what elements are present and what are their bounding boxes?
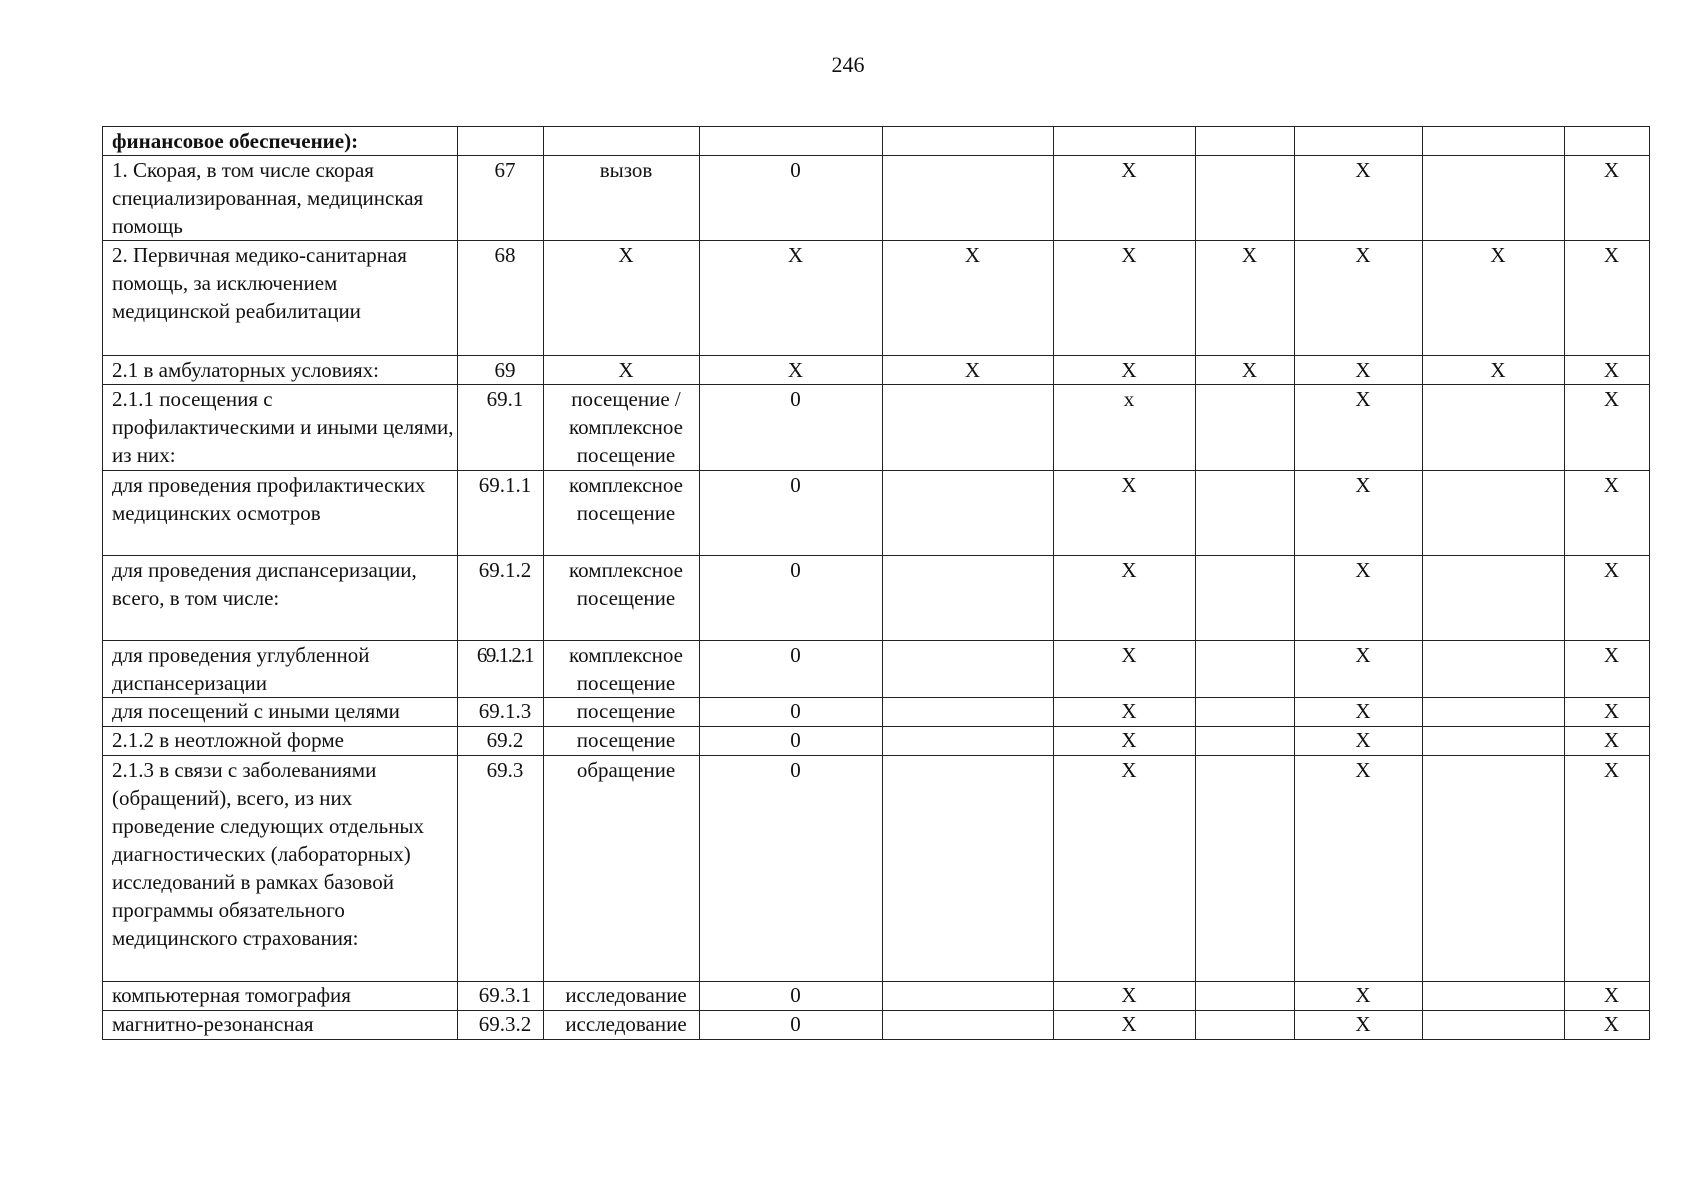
cell: 0	[700, 385, 883, 471]
cell: 0	[700, 727, 883, 756]
cell: X	[1295, 698, 1423, 727]
cell	[1423, 127, 1565, 156]
cell: X	[1054, 241, 1196, 356]
row-code: 69.1.1	[458, 471, 544, 556]
row-label: для проведения профилактических медицинских осмотров	[103, 471, 458, 556]
row-unit: X	[544, 241, 700, 356]
cell: X	[1565, 356, 1650, 385]
cell	[1423, 556, 1565, 641]
cell	[1196, 556, 1295, 641]
row-unit: X	[544, 356, 700, 385]
row-unit: комплексное посещение	[544, 556, 700, 641]
cell: X	[1295, 1011, 1423, 1040]
cell: X	[1565, 471, 1650, 556]
cell	[1423, 471, 1565, 556]
cell	[1054, 127, 1196, 156]
cell: X	[1054, 1011, 1196, 1040]
cell: 0	[700, 756, 883, 982]
cell: X	[1196, 241, 1295, 356]
cell: X	[1054, 471, 1196, 556]
cell	[1196, 698, 1295, 727]
cell: X	[1565, 241, 1650, 356]
cell: X	[1295, 356, 1423, 385]
table-row	[103, 556, 1650, 641]
row-code: 69.1.2	[458, 556, 544, 641]
cell: X	[1295, 756, 1423, 982]
table-body	[103, 127, 1650, 1040]
cell: X	[1054, 556, 1196, 641]
cell: X	[1565, 982, 1650, 1011]
row-label: финансовое обеспечение):	[103, 127, 458, 156]
table-row	[103, 471, 1650, 556]
cell	[883, 156, 1054, 241]
cell: X	[1565, 556, 1650, 641]
row-code: 67	[458, 156, 544, 241]
table-row	[103, 641, 1650, 698]
cell: X	[1423, 356, 1565, 385]
cell	[883, 471, 1054, 556]
row-code: 69.3.2	[458, 1011, 544, 1040]
cell: X	[1565, 727, 1650, 756]
cell	[1196, 156, 1295, 241]
cell: 0	[700, 1011, 883, 1040]
row-label: для посещений с иными целями	[103, 698, 458, 727]
row-label: компьютерная томография	[103, 982, 458, 1011]
cell	[1423, 1011, 1565, 1040]
row-label: 2.1.2 в неотложной форме	[103, 727, 458, 756]
table-row	[103, 241, 1650, 356]
cell: x	[1054, 385, 1196, 471]
cell: X	[700, 241, 883, 356]
table-row	[103, 982, 1650, 1011]
row-code	[458, 127, 544, 156]
cell: X	[1295, 385, 1423, 471]
table-row	[103, 1011, 1650, 1040]
cell: 0	[700, 156, 883, 241]
cell: X	[1295, 641, 1423, 698]
cell: X	[1423, 241, 1565, 356]
cell	[1423, 727, 1565, 756]
row-label: для проведения углубленной диспансеризации	[103, 641, 458, 698]
cell	[1295, 127, 1423, 156]
cell: X	[1565, 1011, 1650, 1040]
row-code: 69.1.3	[458, 698, 544, 727]
row-label: 2.1.1 посещения с профилактическими и иными целями, из них:	[103, 385, 458, 471]
row-code: 69.2	[458, 727, 544, 756]
row-code: 69	[458, 356, 544, 385]
cell: X	[1565, 756, 1650, 982]
row-unit: исследование	[544, 982, 700, 1011]
cell: X	[1054, 156, 1196, 241]
cell	[883, 127, 1054, 156]
cell	[1196, 385, 1295, 471]
cell	[1423, 698, 1565, 727]
cell: X	[1295, 241, 1423, 356]
cell: X	[700, 356, 883, 385]
cell	[883, 727, 1054, 756]
cell	[883, 556, 1054, 641]
row-unit: комплексное посещение	[544, 471, 700, 556]
cell: X	[1565, 156, 1650, 241]
cell: X	[1565, 641, 1650, 698]
cell: X	[1054, 982, 1196, 1011]
cell: X	[1054, 756, 1196, 982]
table-row	[103, 698, 1650, 727]
row-unit	[544, 127, 700, 156]
row-label: магнитно-резонансная	[103, 1011, 458, 1040]
cell	[883, 385, 1054, 471]
cell: 0	[700, 556, 883, 641]
cell	[1196, 127, 1295, 156]
cell	[700, 127, 883, 156]
cell: X	[1565, 698, 1650, 727]
cell	[1423, 982, 1565, 1011]
row-code: 69.3	[458, 756, 544, 982]
row-code: 69.3.1	[458, 982, 544, 1011]
table-row	[103, 756, 1650, 982]
row-unit: комплексное посещение	[544, 641, 700, 698]
table-row	[103, 156, 1650, 241]
cell: 0	[700, 698, 883, 727]
cell	[1423, 156, 1565, 241]
cell: X	[1295, 727, 1423, 756]
cell: X	[1565, 385, 1650, 471]
cell: X	[1295, 471, 1423, 556]
table-row	[103, 385, 1650, 471]
row-unit: посещение	[544, 698, 700, 727]
data-table	[102, 126, 1650, 1040]
row-label: 1. Скорая, в том числе скорая специализированная, медицинская помощь	[103, 156, 458, 241]
cell: X	[883, 241, 1054, 356]
cell: X	[1054, 727, 1196, 756]
cell	[883, 641, 1054, 698]
cell: X	[883, 356, 1054, 385]
cell: X	[1295, 156, 1423, 241]
cell	[1423, 385, 1565, 471]
row-unit: посещение / комплексное посещение	[544, 385, 700, 471]
cell: X	[1295, 556, 1423, 641]
cell: 0	[700, 982, 883, 1011]
cell	[1196, 727, 1295, 756]
cell	[883, 756, 1054, 982]
cell	[1423, 756, 1565, 982]
row-code: 68	[458, 241, 544, 356]
cell	[1423, 641, 1565, 698]
cell	[1565, 127, 1650, 156]
row-unit: вызов	[544, 156, 700, 241]
table-row	[103, 356, 1650, 385]
table-row	[103, 127, 1650, 156]
row-label: 2.1.3 в связи с заболеваниями (обращений), всего, из них проведение следующих отдельных диагностических (лабораторных) исследований в рамках базовой программы обязательного медицинского страхования:	[103, 756, 458, 982]
cell: X	[1054, 356, 1196, 385]
row-label: 2. Первичная медико-санитарная помощь, за исключением медицинской реабилитации	[103, 241, 458, 356]
table-row	[103, 727, 1650, 756]
row-label: для проведения диспансеризации, всего, в том числе:	[103, 556, 458, 641]
cell	[1196, 641, 1295, 698]
row-unit: посещение	[544, 727, 700, 756]
cell: X	[1196, 356, 1295, 385]
cell: X	[1054, 698, 1196, 727]
cell	[883, 698, 1054, 727]
row-label: 2.1 в амбулаторных условиях:	[103, 356, 458, 385]
row-unit: исследование	[544, 1011, 700, 1040]
page-number: 246	[831, 52, 865, 77]
cell: X	[1054, 641, 1196, 698]
row-code: 69.1	[458, 385, 544, 471]
cell: 0	[700, 471, 883, 556]
cell	[883, 1011, 1054, 1040]
cell: X	[1295, 982, 1423, 1011]
row-unit: обращение	[544, 756, 700, 982]
cell	[1196, 982, 1295, 1011]
row-code: 69.1.2.1	[458, 641, 544, 698]
cell	[1196, 756, 1295, 982]
cell	[883, 982, 1054, 1011]
cell	[1196, 1011, 1295, 1040]
cell: 0	[700, 641, 883, 698]
cell	[1196, 471, 1295, 556]
